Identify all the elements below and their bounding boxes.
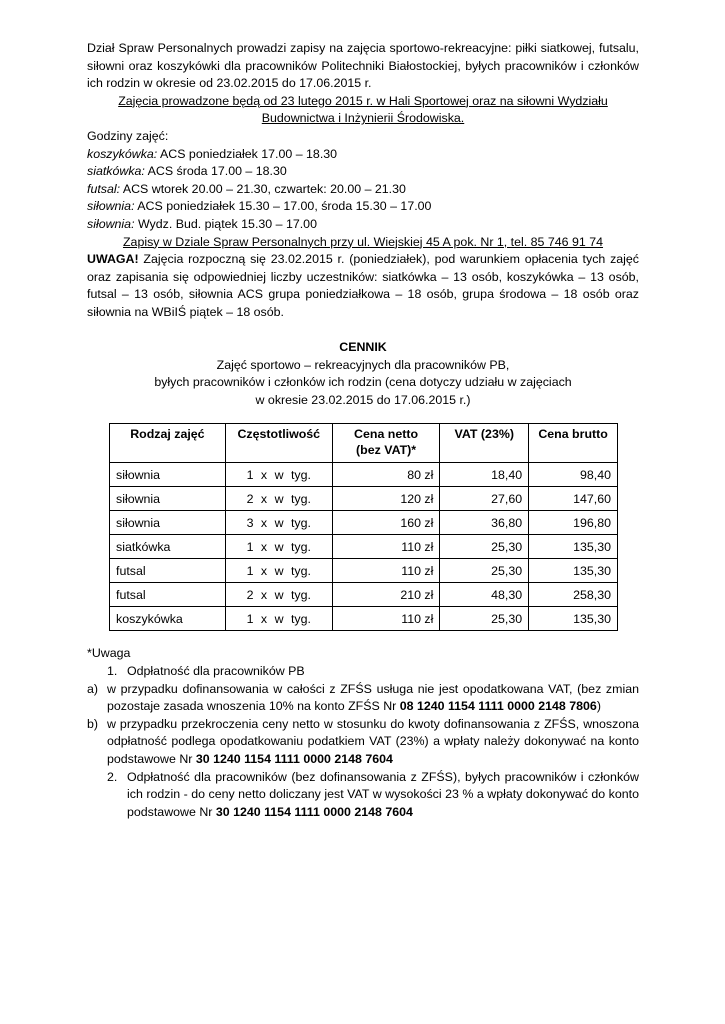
table-cell: siłownia <box>110 463 226 487</box>
table-cell: futsal <box>110 559 226 583</box>
table-cell: siłownia <box>110 487 226 511</box>
table-cell: koszykówka <box>110 607 226 631</box>
account-number: 30 1240 1154 1111 0000 2148 7604 <box>195 752 393 767</box>
table-cell: 18,40 <box>440 463 529 487</box>
notes-heading: *Uwaga <box>87 646 131 661</box>
table-cell: siłownia <box>110 511 226 535</box>
cennik-line-2: byłych pracowników i członków ich rodzin (cena dotyczy udziału w zajęciach <box>154 375 572 390</box>
account-number: 30 1240 1154 1111 0000 2148 7604 <box>215 804 413 819</box>
cennik-title: CENNIK <box>339 340 387 355</box>
table-cell: 1 x w tyg. <box>225 535 332 559</box>
header-cell: Cena netto (bez VAT)* <box>332 424 440 463</box>
table-cell: 25,30 <box>440 607 529 631</box>
header-cell: Częstotliwość <box>225 424 332 463</box>
table-cell: 2 x w tyg. <box>225 583 332 607</box>
table-cell: 1 x w tyg. <box>225 463 332 487</box>
list-item: 2. Odpłatność dla pracowników (bez dofinansowania z ZFŚS), byłych pracowników i członków ich rodzin - do ceny netto doliczany jest VAT w wysokości 23 % a wpłaty dokonywać do konto podstawowe Nr 30 1240 1154 1111 0000 2148 7604 <box>107 769 639 819</box>
table-cell: 110 zł <box>332 559 440 583</box>
list-item: b) w przypadku przekroczenia ceny netto w stosunku do kwoty dofinansowania z ZFŚS, wnoszona odpłatność podlega opodatkowaniu podatkiem VAT (23%) a wpłaty należy dokonywać na konto podstawowe Nr 30 1240 1154 1111 0000 2148 7604 <box>87 716 639 767</box>
schedule-item: koszykówka: ACS poniedziałek 17.00 – 18.30 <box>87 146 338 161</box>
list-item: a) w przypadku dofinansowania w całości z ZFŚS usługa nie jest opodatkowana VAT, (bez zmian pozostaje zasada wnoszenia 10% na konto ZFŚS Nr 08 1240 1154 1111 0000 2148 7806) <box>87 681 639 714</box>
schedule-item: siłownia: ACS poniedziałek 15.30 – 17.00, środa 15.30 – 17.00 <box>87 199 432 214</box>
table-cell: 110 zł <box>332 607 440 631</box>
cennik-line-1: Zajęć sportowo – rekreacyjnych dla pracowników PB, <box>216 357 510 372</box>
table-row <box>110 559 618 583</box>
table-cell: 27,60 <box>440 487 529 511</box>
table-cell: 135,30 <box>529 559 618 583</box>
table-cell: 1 x w tyg. <box>225 607 332 631</box>
table-row <box>110 535 618 559</box>
document-page <box>87 40 639 821</box>
table-cell: 80 zł <box>332 463 440 487</box>
cennik-line-3: w okresie 23.02.2015 do 17.06.2015 r.) <box>255 392 471 407</box>
price-table-body <box>110 463 618 631</box>
table-cell: 147,60 <box>529 487 618 511</box>
notice-paragraph: UWAGA! Zajęcia rozpoczną się 23.02.2015 r. (poniedziałek), pod warunkiem opłacenia tych zajęć oraz zapisania się odpowiedniej liczby uczestników: siatkówka – 13 osób, koszykówka – 13 osób, futsal – 13 osób, siłownia ACS grupa poniedziałkowa – 18 osób, grupa środowa – 18 osób oraz siłownia na WBiIŚ piątek – 18 osób. <box>87 252 639 319</box>
table-cell: futsal <box>110 583 226 607</box>
table-cell: 25,30 <box>440 535 529 559</box>
table-cell: 1 x w tyg. <box>225 559 332 583</box>
table-cell: 2 x w tyg. <box>225 487 332 511</box>
table-cell: 25,30 <box>440 559 529 583</box>
table-cell: 110 zł <box>332 535 440 559</box>
table-cell: 48,30 <box>440 583 529 607</box>
table-cell: 135,30 <box>529 535 618 559</box>
table-cell: 135,30 <box>529 607 618 631</box>
registration-info: Zapisy w Dziale Spraw Personalnych przy ul. Wiejskiej 45 A pok. Nr 1, tel. 85 746 91 74 <box>122 234 604 249</box>
table-row <box>110 463 618 487</box>
venue-line-1: Zajęcia prowadzone będą od 23 lutego 2015 r. w Hali Sportowej oraz na siłowni Wydziału <box>118 93 608 108</box>
table-row <box>110 511 618 535</box>
table-header-row <box>110 424 618 463</box>
header-cell: Rodzaj zajęć <box>110 424 226 463</box>
table-row <box>110 583 618 607</box>
notes-list <box>87 663 639 821</box>
table-cell: siatkówka <box>110 535 226 559</box>
venue-line-2: Budownictwa i Inżynierii Środowiska. <box>261 111 465 126</box>
list-item: 1. Odpłatność dla pracowników PB <box>107 664 305 679</box>
table-cell: 196,80 <box>529 511 618 535</box>
schedule-item: futsal: ACS wtorek 20.00 – 21.30, czwartek: 20.00 – 21.30 <box>87 181 406 196</box>
table-cell: 258,30 <box>529 583 618 607</box>
table-cell: 36,80 <box>440 511 529 535</box>
table-row <box>110 607 618 631</box>
price-table <box>109 423 618 631</box>
table-cell: 120 zł <box>332 487 440 511</box>
table-cell: 98,40 <box>529 463 618 487</box>
intro-paragraph: Dział Spraw Personalnych prowadzi zapisy na zajęcia sportowo-rekreacyjne: piłki siatkowej, futsalu, siłowni oraz koszykówki dla pracowników Politechniki Białostockiej, byłych pracowników i członków ich rodzin w okresie od 23.02.2015 do 17.06.2015 r. <box>87 41 639 91</box>
account-number: 08 1240 1154 1111 0000 2148 7806 <box>399 699 597 714</box>
header-cell: Cena brutto <box>529 424 618 463</box>
table-cell: 3 x w tyg. <box>225 511 332 535</box>
table-cell: 210 zł <box>332 583 440 607</box>
schedule-item: siatkówka: ACS środa 17.00 – 18.30 <box>87 164 287 179</box>
schedule-item: siłownia: Wydz. Bud. piątek 15.30 – 17.00 <box>87 216 317 231</box>
table-cell: 160 zł <box>332 511 440 535</box>
schedule-heading: Godziny zajęć: <box>87 128 169 143</box>
header-cell: VAT (23%) <box>440 424 529 463</box>
table-row <box>110 487 618 511</box>
notice-label: UWAGA! <box>87 252 139 267</box>
